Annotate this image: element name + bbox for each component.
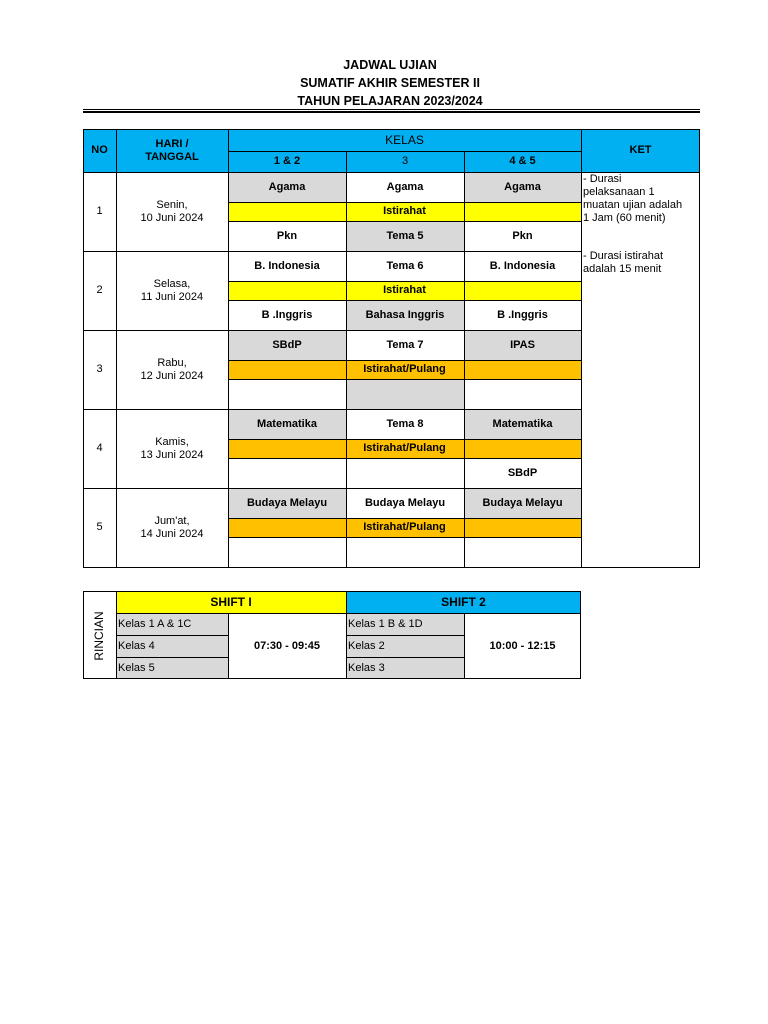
table-border bbox=[228, 281, 581, 282]
ket-note-duration: - Durasi pelaksanaan 1 muatan ujian adalah 1 Jam (60 menit) bbox=[583, 173, 683, 224]
break-bar: Istirahat/Pulang bbox=[228, 360, 581, 379]
row-no: 2 bbox=[96, 284, 103, 296]
header-kelas: KELAS bbox=[228, 129, 581, 151]
session-1-cell: Matematika bbox=[464, 409, 581, 439]
session-1-cell: Agama bbox=[228, 172, 346, 202]
row-day: Senin, bbox=[156, 198, 188, 211]
table-border bbox=[228, 129, 229, 567]
row-date-value: 10 Juni 2024 bbox=[140, 211, 204, 224]
session-1-cell: Tema 7 bbox=[386, 338, 424, 351]
session-1-cell: Tema 6 bbox=[386, 259, 424, 272]
table-border bbox=[83, 129, 700, 130]
ket-note-break: - Durasi istirahat adalah 15 menit bbox=[583, 250, 664, 275]
title-line-1: JADWAL UJIAN bbox=[343, 58, 437, 72]
row-no: 1 bbox=[96, 205, 103, 217]
title-rule-thick bbox=[83, 111, 700, 113]
row-day: Rabu, bbox=[157, 356, 187, 369]
table-border bbox=[228, 537, 581, 538]
session-2-cell: B .Inggris bbox=[261, 308, 313, 321]
rincian-border bbox=[116, 613, 581, 614]
rincian-label: RINCIAN bbox=[92, 611, 106, 661]
session-1-cell: SBdP bbox=[228, 330, 346, 360]
session-2-cell bbox=[346, 537, 464, 567]
row-no: 5 bbox=[96, 521, 103, 533]
row-date bbox=[116, 172, 228, 251]
session-2-cell: Pkn bbox=[276, 229, 298, 242]
row-day: Selasa, bbox=[153, 277, 191, 290]
rincian-border bbox=[346, 657, 464, 658]
title-line-2: SUMATIF AKHIR SEMESTER II bbox=[300, 76, 480, 90]
row-date bbox=[116, 409, 228, 488]
break-bar: Istirahat/Pulang bbox=[228, 518, 581, 537]
session-2-cell bbox=[464, 537, 581, 567]
rincian-border bbox=[580, 591, 581, 679]
header-kelas-3: 3 bbox=[346, 151, 464, 172]
table-border bbox=[228, 151, 581, 152]
row-day: Jum'at, bbox=[154, 514, 190, 527]
row-date-value: 14 Juni 2024 bbox=[140, 527, 204, 540]
table-border bbox=[116, 129, 117, 567]
table-border bbox=[228, 379, 581, 380]
title-rule bbox=[83, 109, 700, 110]
shift-2-class-2: Kelas 2 bbox=[346, 635, 464, 657]
header-no: NO bbox=[83, 129, 116, 172]
session-2-cell bbox=[228, 379, 346, 409]
row-date bbox=[116, 251, 228, 330]
rincian-border bbox=[83, 678, 581, 679]
table-border bbox=[464, 151, 465, 567]
table-border bbox=[228, 360, 581, 361]
shift-1-class-2: Kelas 4 bbox=[116, 635, 228, 657]
header-tanggal: TANGGAL bbox=[145, 150, 199, 163]
header-kelas-1-2: 1 & 2 bbox=[228, 151, 346, 172]
row-date bbox=[116, 330, 228, 409]
session-1-cell: Budaya Melayu bbox=[228, 488, 346, 518]
table-border bbox=[83, 251, 581, 252]
row-no: 4 bbox=[96, 442, 103, 454]
header-hari-tanggal bbox=[116, 129, 228, 172]
session-1-cell: Agama bbox=[464, 172, 581, 202]
table-border bbox=[581, 567, 700, 568]
session-2-cell: Pkn bbox=[512, 229, 533, 242]
table-border bbox=[228, 518, 581, 519]
session-1-cell: B. Indonesia bbox=[254, 259, 320, 272]
rincian-border bbox=[116, 635, 228, 636]
session-1-cell: B. Indonesia bbox=[489, 259, 556, 272]
rincian-border bbox=[346, 635, 464, 636]
session-1-cell: IPAS bbox=[464, 330, 581, 360]
rincian-border bbox=[116, 657, 228, 658]
row-date-value: 11 Juni 2024 bbox=[140, 290, 204, 303]
session-1-cell: Budaya Melayu bbox=[364, 496, 446, 509]
break-bar: Istirahat bbox=[228, 281, 581, 300]
rincian-border bbox=[228, 613, 229, 679]
rincian-border bbox=[464, 613, 465, 679]
shift-1-time: 07:30 - 09:45 bbox=[253, 639, 321, 652]
session-2-cell: Tema 5 bbox=[346, 221, 464, 251]
session-2-cell: B .Inggris bbox=[497, 308, 548, 321]
table-border bbox=[83, 488, 581, 489]
break-bar: Istirahat bbox=[228, 202, 581, 221]
header-hari: HARI / bbox=[155, 137, 189, 150]
shift-2-class-3: Kelas 3 bbox=[346, 657, 464, 679]
session-1-cell: Matematika bbox=[228, 409, 346, 439]
rincian-border bbox=[83, 591, 581, 592]
session-2-cell: Bahasa Inggris bbox=[346, 300, 464, 330]
table-border bbox=[83, 129, 84, 567]
table-border bbox=[346, 151, 347, 567]
session-2-cell: SBdP bbox=[507, 466, 538, 479]
session-2-cell bbox=[228, 537, 346, 567]
table-border bbox=[228, 458, 581, 459]
row-date-value: 13 Juni 2024 bbox=[140, 448, 204, 461]
table-border bbox=[228, 202, 581, 203]
table-border bbox=[228, 221, 581, 222]
break-bar: Istirahat/Pulang bbox=[228, 439, 581, 458]
session-1-cell: Agama bbox=[386, 180, 424, 193]
shift-2-time: 10:00 - 12:15 bbox=[489, 639, 556, 652]
row-no: 3 bbox=[96, 363, 103, 375]
row-day: Kamis, bbox=[155, 435, 189, 448]
table-border bbox=[83, 567, 581, 568]
session-1-cell: Tema 8 bbox=[386, 417, 424, 430]
row-date bbox=[116, 488, 228, 567]
rincian-border bbox=[83, 591, 84, 679]
row-date-value: 12 Juni 2024 bbox=[140, 369, 204, 382]
shift-2-class-1: Kelas 1 B & 1D bbox=[346, 613, 464, 635]
session-2-cell bbox=[346, 379, 464, 409]
table-border bbox=[83, 409, 581, 410]
shift-1-class-3: Kelas 5 bbox=[116, 657, 228, 679]
session-2-cell bbox=[346, 458, 464, 488]
table-border bbox=[83, 330, 581, 331]
session-2-cell bbox=[464, 379, 581, 409]
session-2-cell bbox=[228, 458, 346, 488]
shift-2-header: SHIFT 2 bbox=[346, 591, 581, 613]
shift-1-class-1: Kelas 1 A & 1C bbox=[116, 613, 228, 635]
table-border bbox=[228, 300, 581, 301]
shift-1-header: SHIFT I bbox=[116, 591, 346, 613]
header-ket: KET bbox=[581, 129, 700, 172]
table-border bbox=[581, 129, 582, 567]
title-line-3: TAHUN PELAJARAN 2023/2024 bbox=[297, 94, 483, 108]
header-kelas-4-5: 4 & 5 bbox=[464, 151, 581, 172]
table-border bbox=[228, 439, 581, 440]
session-1-cell: Budaya Melayu bbox=[464, 488, 581, 518]
